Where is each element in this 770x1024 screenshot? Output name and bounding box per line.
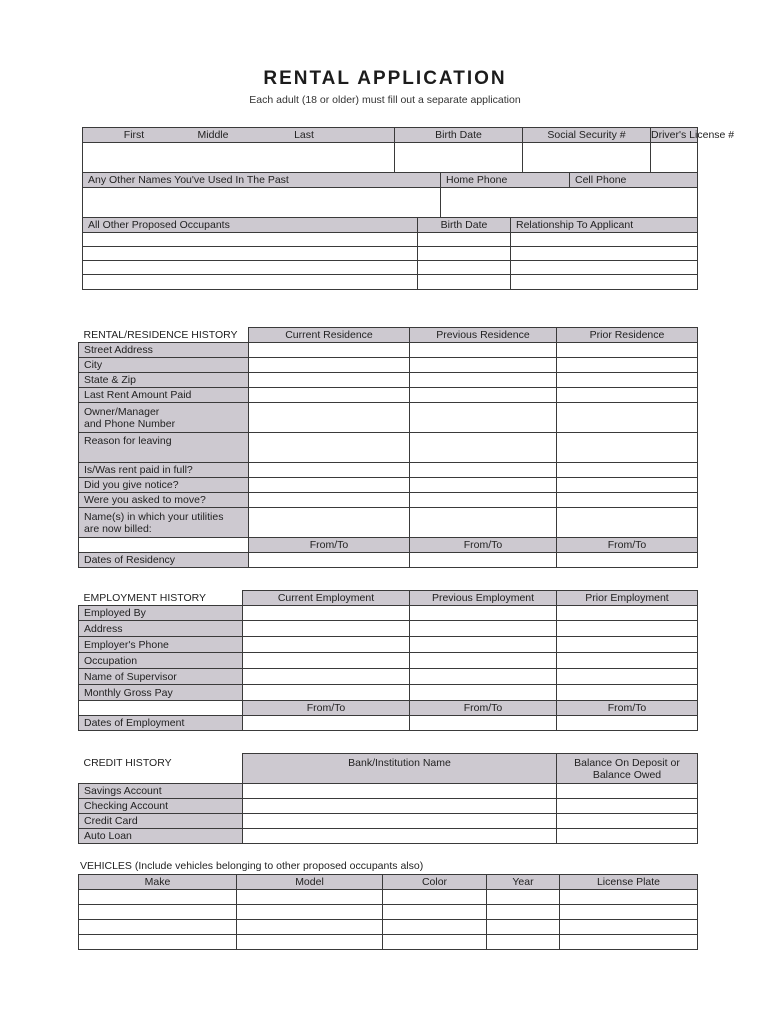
street-address-label: Street Address — [79, 343, 249, 358]
from-to-label: From/To — [410, 538, 557, 553]
employment-dates-spacer — [79, 701, 243, 716]
employment-field[interactable] — [243, 637, 410, 653]
residence-field[interactable] — [557, 508, 698, 538]
employment-field[interactable] — [243, 621, 410, 637]
residence-field[interactable] — [410, 508, 557, 538]
employment-field[interactable] — [410, 621, 557, 637]
vehicle-field[interactable] — [487, 890, 560, 905]
residence-field[interactable] — [249, 343, 410, 358]
first-name-label: First — [123, 129, 145, 141]
home-phone-label: Home Phone — [441, 173, 570, 188]
residence-field[interactable] — [557, 433, 698, 463]
ssn-label: Social Security # — [523, 128, 651, 143]
employed-by-label: Employed By — [79, 606, 243, 621]
residence-field[interactable] — [410, 433, 557, 463]
cell-phone-label: Cell Phone — [570, 173, 698, 188]
vehicle-field[interactable] — [383, 935, 487, 950]
residence-field[interactable] — [410, 388, 557, 403]
residence-field[interactable] — [557, 403, 698, 433]
gave-notice-label: Did you give notice? — [79, 478, 249, 493]
utilities-label — [79, 508, 249, 538]
employer-address-label: Address — [79, 621, 243, 637]
employment-field[interactable] — [557, 685, 698, 701]
credit-field[interactable] — [557, 784, 698, 799]
balance-header — [557, 754, 698, 784]
vehicle-field[interactable] — [237, 920, 383, 935]
color-header: Color — [383, 875, 487, 890]
utilities-line1: Name(s) in which your utilities — [84, 510, 224, 523]
residence-field[interactable] — [249, 388, 410, 403]
residence-field[interactable] — [410, 493, 557, 508]
residence-field[interactable] — [410, 358, 557, 373]
occupation-label: Occupation — [79, 653, 243, 669]
gross-pay-label: Monthly Gross Pay — [79, 685, 243, 701]
employment-field[interactable] — [243, 653, 410, 669]
residence-table — [78, 327, 698, 568]
vehicle-field[interactable] — [560, 935, 698, 950]
employment-field[interactable] — [410, 716, 557, 731]
previous-employment-header: Previous Employment — [410, 591, 557, 606]
credit-field[interactable] — [243, 829, 557, 844]
credit-field[interactable] — [243, 784, 557, 799]
vehicle-field[interactable] — [383, 905, 487, 920]
vehicle-field[interactable] — [487, 935, 560, 950]
vehicle-field[interactable] — [560, 905, 698, 920]
vehicle-field[interactable] — [79, 890, 237, 905]
occupant-field[interactable] — [511, 233, 698, 247]
vehicle-field[interactable] — [237, 890, 383, 905]
previous-residence-header: Previous Residence — [410, 328, 557, 343]
supervisor-label: Name of Supervisor — [79, 669, 243, 685]
employment-field[interactable] — [557, 621, 698, 637]
vehicle-field[interactable] — [560, 890, 698, 905]
occupant-field[interactable] — [511, 275, 698, 290]
birth-date-label: Birth Date — [395, 128, 523, 143]
residence-field[interactable] — [249, 553, 410, 568]
employment-field[interactable] — [243, 669, 410, 685]
credit-field[interactable] — [557, 814, 698, 829]
middle-name-label: Middle — [197, 129, 229, 141]
asked-move-label: Were you asked to move? — [79, 493, 249, 508]
credit-heading: CREDIT HISTORY — [79, 754, 243, 784]
employment-field[interactable] — [243, 716, 410, 731]
residence-field[interactable] — [557, 478, 698, 493]
residence-field[interactable] — [557, 463, 698, 478]
employment-field[interactable] — [243, 685, 410, 701]
employment-field[interactable] — [410, 669, 557, 685]
occupant-field[interactable] — [511, 261, 698, 275]
employment-field[interactable] — [557, 637, 698, 653]
employment-field[interactable] — [410, 637, 557, 653]
from-to-label: From/To — [557, 538, 698, 553]
vehicle-field[interactable] — [560, 920, 698, 935]
residency-dates-label: Dates of Residency — [79, 553, 249, 568]
residence-field[interactable] — [249, 433, 410, 463]
occupants-label: All Other Proposed Occupants — [83, 218, 418, 233]
employment-dates-label: Dates of Employment — [79, 716, 243, 731]
employment-field[interactable] — [557, 716, 698, 731]
state-zip-label: State & Zip — [79, 373, 249, 388]
vehicle-field[interactable] — [383, 890, 487, 905]
residence-field[interactable] — [410, 478, 557, 493]
auto-loan-label: Auto Loan — [79, 829, 243, 844]
occupant-field[interactable] — [418, 247, 511, 261]
other-names-label: Any Other Names You've Used In The Past — [83, 173, 441, 188]
occupant-field[interactable] — [83, 233, 418, 247]
phone-field[interactable] — [441, 188, 698, 218]
residence-field[interactable] — [410, 373, 557, 388]
vehicle-field[interactable] — [79, 920, 237, 935]
residency-dates-spacer — [79, 538, 249, 553]
checking-label: Checking Account — [79, 799, 243, 814]
city-label: City — [79, 358, 249, 373]
plate-header: License Plate — [560, 875, 698, 890]
ssn-field[interactable] — [523, 143, 651, 173]
name-field[interactable] — [83, 143, 395, 173]
balance-header-line1: Balance On Deposit or — [574, 756, 680, 769]
credit-field[interactable] — [557, 799, 698, 814]
vehicle-field[interactable] — [237, 935, 383, 950]
vehicle-field[interactable] — [383, 920, 487, 935]
residence-field[interactable] — [249, 373, 410, 388]
credit-field[interactable] — [243, 799, 557, 814]
credit-card-label: Credit Card — [79, 814, 243, 829]
credit-field[interactable] — [557, 829, 698, 844]
prior-residence-header: Prior Residence — [557, 328, 698, 343]
prior-employment-header: Prior Employment — [557, 591, 698, 606]
employment-field[interactable] — [410, 685, 557, 701]
balance-header-line2: Balance Owed — [592, 768, 662, 781]
residence-field[interactable] — [557, 493, 698, 508]
vehicles-table — [78, 874, 698, 950]
utilities-line2: are now billed: — [84, 522, 152, 535]
make-header: Make — [79, 875, 237, 890]
employment-field[interactable] — [410, 653, 557, 669]
residence-field[interactable] — [557, 358, 698, 373]
owner-manager-label — [79, 403, 249, 433]
employment-heading: EMPLOYMENT HISTORY — [79, 591, 243, 606]
residence-field[interactable] — [249, 358, 410, 373]
owner-manager-line2: and Phone Number — [84, 417, 176, 430]
name-header — [83, 128, 395, 143]
paid-full-label: Is/Was rent paid in full? — [79, 463, 249, 478]
occupant-field[interactable] — [418, 261, 511, 275]
employment-table — [78, 590, 698, 731]
applicant-table — [82, 127, 735, 218]
vehicle-field[interactable] — [79, 935, 237, 950]
bank-name-header: Bank/Institution Name — [243, 754, 557, 784]
residence-field[interactable] — [249, 403, 410, 433]
residence-field[interactable] — [249, 463, 410, 478]
employment-field[interactable] — [557, 669, 698, 685]
residence-field[interactable] — [557, 343, 698, 358]
residence-field[interactable] — [410, 343, 557, 358]
occupant-field[interactable] — [83, 275, 418, 290]
vehicle-field[interactable] — [237, 905, 383, 920]
residence-field[interactable] — [249, 508, 410, 538]
residence-heading: RENTAL/RESIDENCE HISTORY — [79, 328, 249, 343]
relationship-label: Relationship To Applicant — [511, 218, 698, 233]
credit-field[interactable] — [243, 814, 557, 829]
employment-field[interactable] — [243, 606, 410, 621]
employment-field[interactable] — [410, 606, 557, 621]
current-residence-header: Current Residence — [249, 328, 410, 343]
from-to-label: From/To — [557, 701, 698, 716]
residence-field[interactable] — [410, 403, 557, 433]
occupant-field[interactable] — [83, 261, 418, 275]
last-name-label: Last — [294, 129, 314, 141]
savings-label: Savings Account — [79, 784, 243, 799]
occupant-field[interactable] — [83, 247, 418, 261]
last-rent-label: Last Rent Amount Paid — [79, 388, 249, 403]
residence-field[interactable] — [249, 478, 410, 493]
birth-date-field[interactable] — [395, 143, 523, 173]
reason-leaving-label: Reason for leaving — [79, 433, 249, 463]
credit-table — [78, 753, 698, 844]
vehicle-field[interactable] — [487, 905, 560, 920]
residence-field[interactable] — [249, 493, 410, 508]
vehicles-caption: VEHICLES (Include vehicles belonging to other proposed occupants also) — [80, 860, 424, 872]
residence-field[interactable] — [410, 463, 557, 478]
drivers-license-field[interactable] — [651, 143, 698, 173]
other-names-field[interactable] — [83, 188, 441, 218]
owner-manager-line1: Owner/Manager — [84, 405, 160, 418]
employer-phone-label: Employer's Phone — [79, 637, 243, 653]
occupant-field[interactable] — [511, 247, 698, 261]
occupant-field[interactable] — [418, 275, 511, 290]
page-subtitle: Each adult (18 or older) must fill out a separate application — [249, 94, 521, 106]
residence-field[interactable] — [557, 553, 698, 568]
page-title: RENTAL APPLICATION — [263, 68, 507, 89]
occupant-field[interactable] — [418, 233, 511, 247]
residence-field[interactable] — [557, 373, 698, 388]
employment-field[interactable] — [557, 653, 698, 669]
from-to-label: From/To — [410, 701, 557, 716]
vehicle-field[interactable] — [79, 905, 237, 920]
current-employment-header: Current Employment — [243, 591, 410, 606]
occupants-table — [82, 217, 698, 290]
year-header: Year — [487, 875, 560, 890]
residence-field[interactable] — [557, 388, 698, 403]
occupant-birth-date-label: Birth Date — [418, 218, 511, 233]
from-to-label: From/To — [243, 701, 410, 716]
model-header: Model — [237, 875, 383, 890]
vehicle-field[interactable] — [487, 920, 560, 935]
residence-field[interactable] — [410, 553, 557, 568]
drivers-license-label: Driver's License # — [651, 129, 735, 141]
from-to-label: From/To — [249, 538, 410, 553]
employment-field[interactable] — [557, 606, 698, 621]
